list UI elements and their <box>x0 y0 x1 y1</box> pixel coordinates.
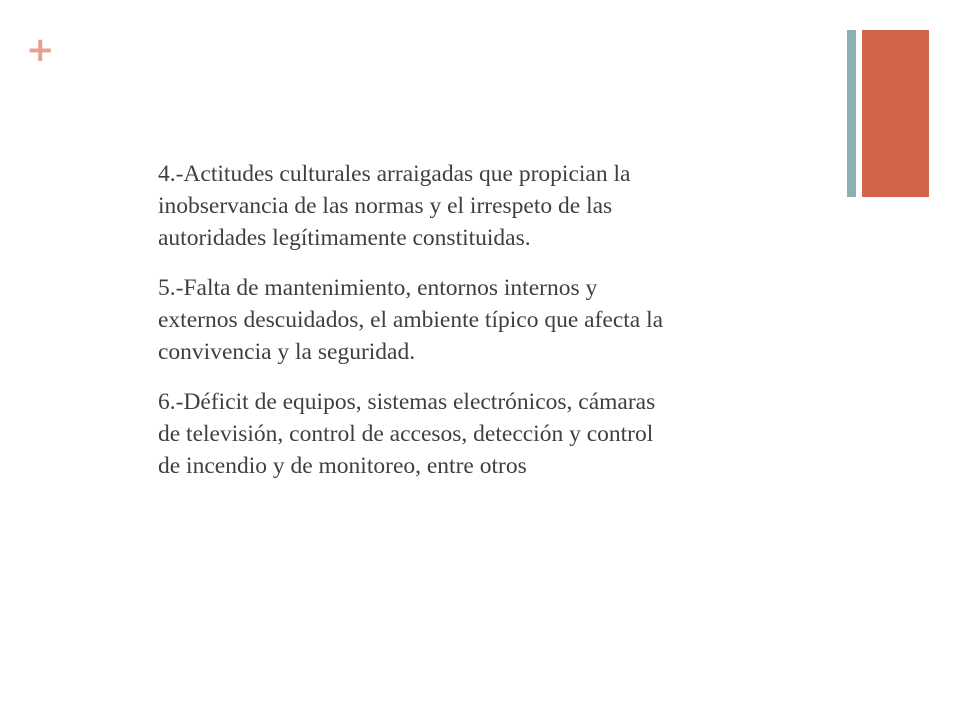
paragraph-item-5 <box>158 272 838 368</box>
plus-icon: + <box>26 30 55 70</box>
paragraph-item-6 <box>158 386 838 482</box>
paragraph-line: de televisión, control de accesos, detección y control <box>158 421 654 447</box>
teal-accent-bar <box>847 30 856 197</box>
slide-content-list <box>158 158 838 500</box>
paragraph-line: autoridades legítimamente constituidas. <box>158 225 531 251</box>
orange-accent-block <box>862 30 929 197</box>
paragraph-line: 6.-Déficit de equipos, sistemas electrónicos, cámaras <box>158 389 656 415</box>
paragraph-line: 5.-Falta de mantenimiento, entornos internos y <box>158 275 598 301</box>
paragraph-line: convivencia y la seguridad. <box>158 339 416 365</box>
paragraph-line: inobservancia de las normas y el irrespeto de las <box>158 193 613 219</box>
paragraph-item-4 <box>158 158 838 254</box>
paragraph-line: de incendio y de monitoreo, entre otros <box>158 453 527 479</box>
paragraph-line: externos descuidados, el ambiente típico que afecta la <box>158 307 664 333</box>
paragraph-line: 4.-Actitudes culturales arraigadas que propician la <box>158 161 631 187</box>
